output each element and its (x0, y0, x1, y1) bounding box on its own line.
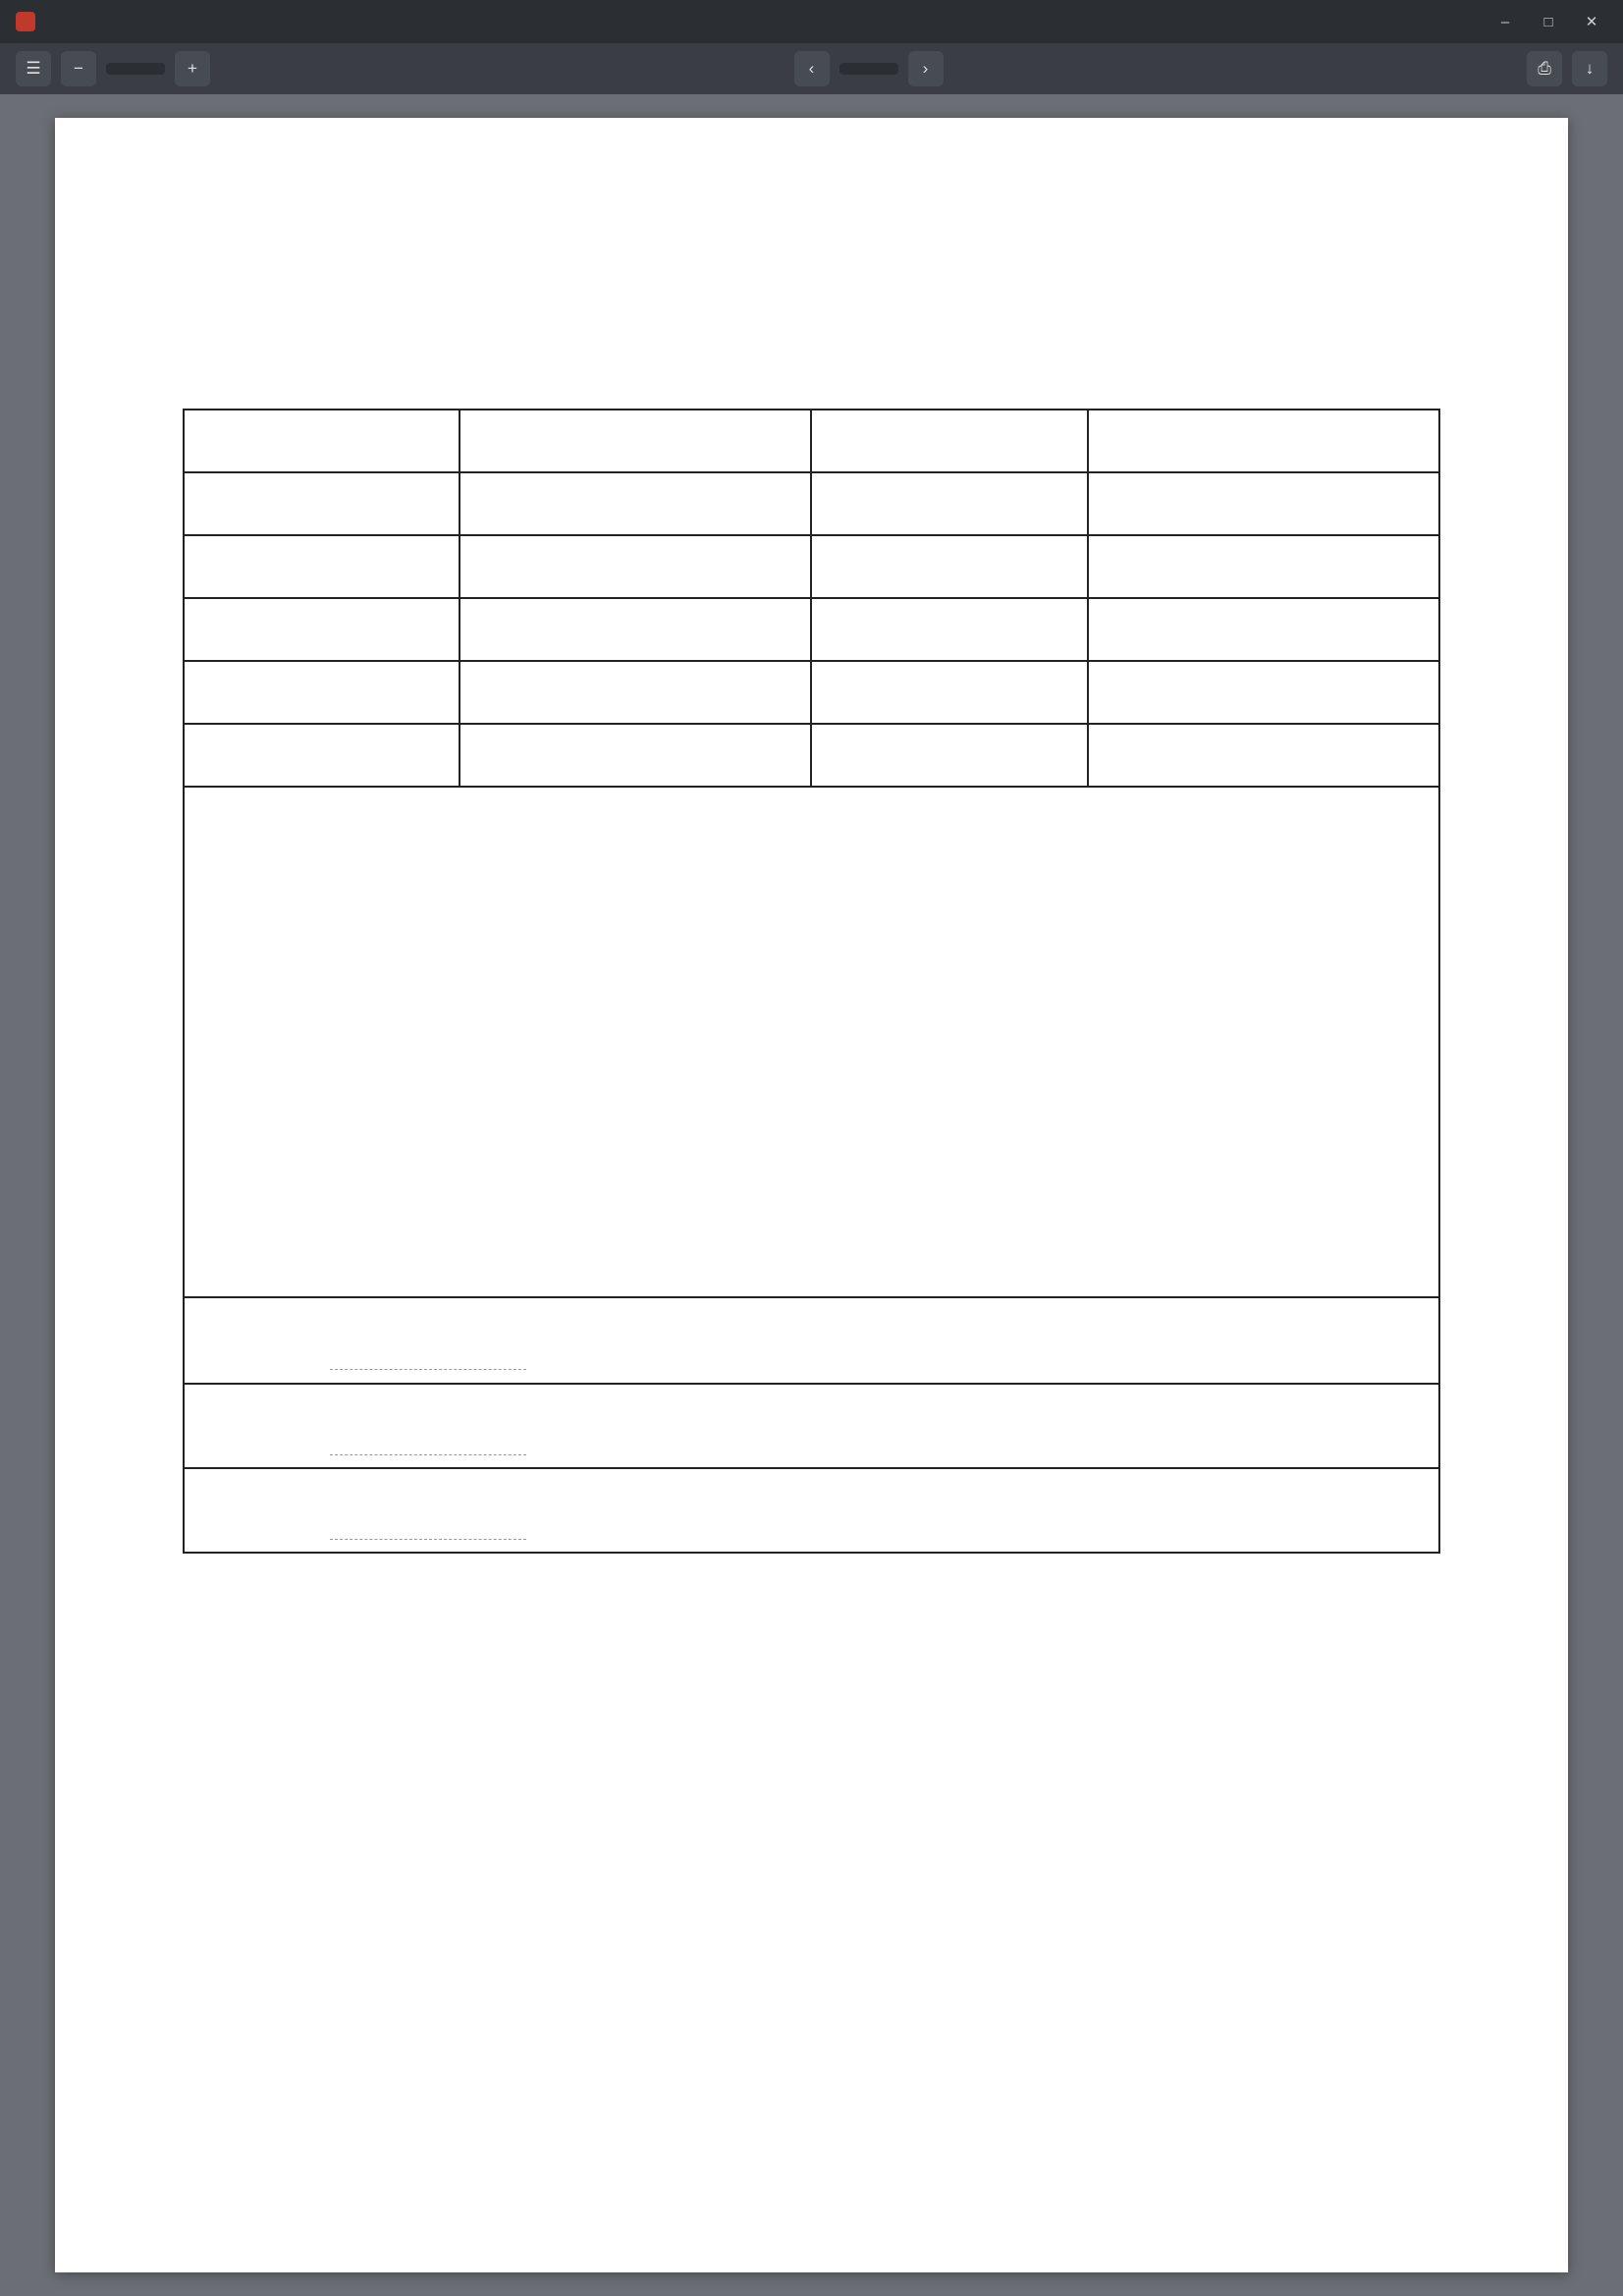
field-value (1088, 598, 1439, 661)
table-row (184, 661, 1439, 724)
field-value (460, 410, 811, 472)
table-row (184, 472, 1439, 535)
field-value (1088, 535, 1439, 598)
signature-area (330, 1396, 526, 1455)
close-icon[interactable]: ✕ (1585, 14, 1598, 30)
document-page (55, 118, 1568, 2272)
field-label (184, 410, 460, 472)
field-value (1088, 661, 1439, 724)
previous-page-icon[interactable]: ‹ (794, 51, 830, 86)
app-icon (16, 12, 35, 31)
signature-block (183, 1298, 1440, 1554)
document-viewer[interactable] (0, 94, 1623, 2296)
remarks-box (183, 788, 1440, 1298)
page-indicator[interactable] (839, 63, 898, 75)
maximize-icon[interactable]: □ (1543, 13, 1553, 30)
sidebar-toggle-icon[interactable]: ☰ (16, 51, 51, 86)
table-row (184, 410, 1439, 472)
field-value (460, 535, 811, 598)
field-label (811, 410, 1087, 472)
field-label (184, 724, 460, 787)
viewer-toolbar (0, 43, 1623, 94)
field-label (184, 472, 460, 535)
field-label (811, 472, 1087, 535)
document-title (183, 304, 1440, 352)
zoom-out-icon[interactable]: − (61, 51, 96, 86)
signature-row (185, 1467, 1438, 1552)
zoom-level[interactable] (106, 63, 165, 75)
field-label (184, 598, 460, 661)
field-table (183, 409, 1440, 788)
field-value (460, 472, 811, 535)
table-row (184, 724, 1439, 787)
signature-area (330, 1311, 526, 1370)
field-value (1088, 410, 1439, 472)
title-bar (0, 0, 1623, 43)
print-icon[interactable]: ⎙ (1527, 51, 1562, 86)
minimize-icon[interactable]: – (1500, 13, 1510, 30)
field-label (184, 661, 460, 724)
document-number (183, 363, 1440, 389)
signature-row (185, 1383, 1438, 1467)
field-value (1088, 724, 1439, 787)
field-label (811, 661, 1087, 724)
field-label (811, 598, 1087, 661)
field-value (1088, 472, 1439, 535)
field-value (460, 598, 811, 661)
field-label (184, 535, 460, 598)
field-label (811, 535, 1087, 598)
field-value (460, 661, 811, 724)
field-value (460, 724, 811, 787)
table-row (184, 535, 1439, 598)
signature-row (185, 1298, 1438, 1383)
signature-area (330, 1481, 526, 1540)
zoom-in-icon[interactable]: + (175, 51, 210, 86)
field-label (811, 724, 1087, 787)
next-page-icon[interactable]: › (908, 51, 944, 86)
table-row (184, 598, 1439, 661)
download-icon[interactable]: ↓ (1572, 51, 1607, 86)
